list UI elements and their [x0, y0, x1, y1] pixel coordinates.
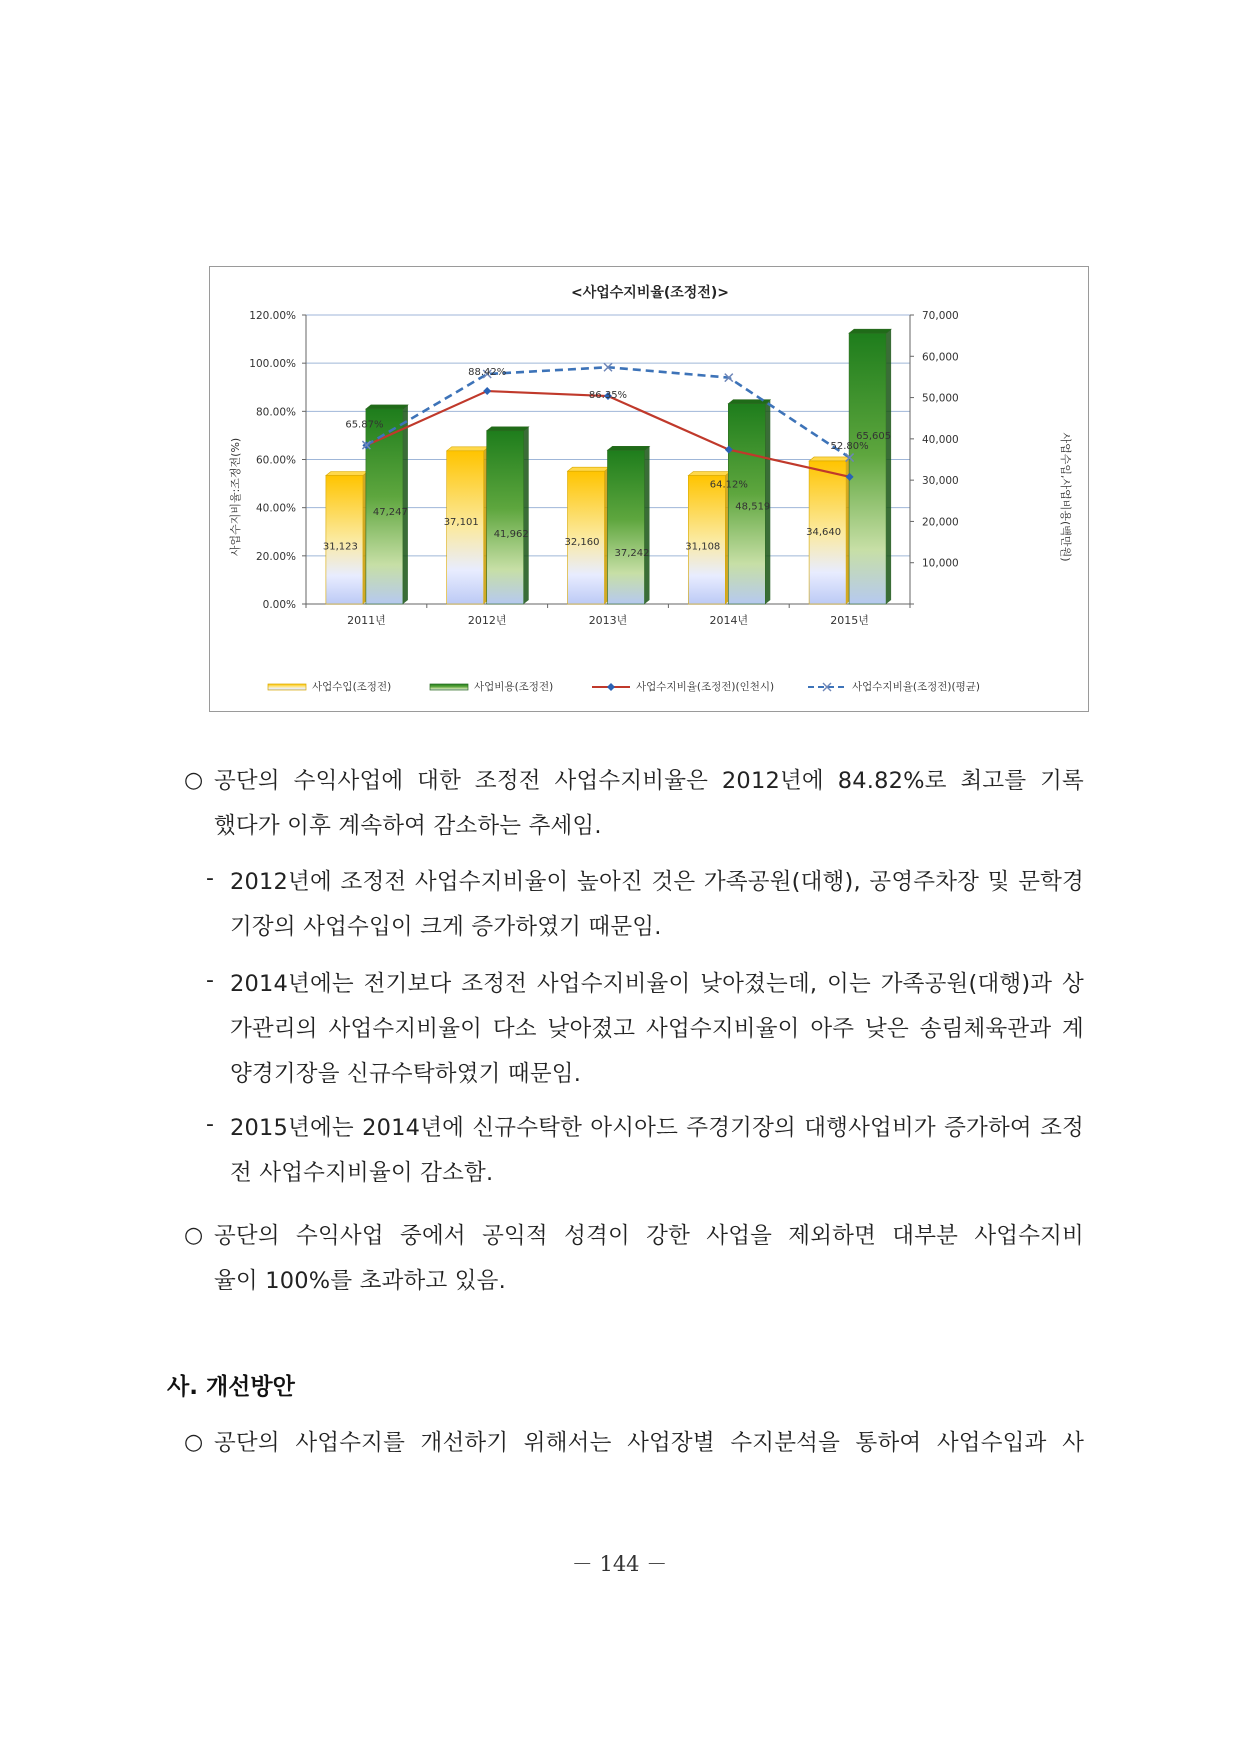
bar-side: [403, 405, 408, 604]
paragraph-3-line-1: 공단의 사업수지를 개선하기 위해서는 사업장별 수지분석을 통하여 사업수입과 사: [214, 1430, 1084, 1456]
bar-data-label: 41,962: [493, 528, 529, 540]
y-left-tick-label: 0.00%: [262, 599, 296, 611]
y-axis-right-label: 사업수입,사업비용(백만원): [1059, 432, 1072, 562]
y-left-tick-label: 120.00%: [249, 310, 296, 322]
x-tick-label: 2013년: [588, 614, 628, 627]
bar-data-label: 47,247: [372, 506, 408, 518]
paragraph-1-line-2: 했다가 이후 계속하여 감소하는 추세임.: [214, 813, 602, 839]
bar: [487, 431, 524, 604]
legend-label: 사업수입(조정전): [312, 681, 392, 693]
dash-bullet: -: [206, 1112, 214, 1137]
legend-label: 사업수지비율(조정전)(인천시): [636, 681, 775, 693]
bar-top: [568, 467, 610, 471]
bar: [326, 476, 363, 604]
detail-3-line-2: 전 사업수지비율이 감소함.: [230, 1160, 494, 1186]
dash-bullet: -: [206, 866, 214, 891]
bar: [688, 476, 725, 604]
detail-3-line-1: 2015년에는 2014년에 신규수탁한 아시아드 주경기장의 대행사업비가 증가하여 조정: [230, 1115, 1084, 1141]
legend-swatch: [430, 684, 468, 690]
y-left-tick-label: 100.00%: [249, 358, 296, 371]
bar-side: [645, 446, 650, 604]
y-right-tick-label: 70,000: [922, 310, 959, 322]
bar: [849, 333, 886, 604]
paragraph-2-line-1: 공단의 수익사업 중에서 공익적 성격이 강한 사업을 제외하면 대부분 사업수지비: [214, 1223, 1084, 1249]
section-heading: 사. 개선방안: [167, 1374, 295, 1400]
y-axis-left-label: 사업수지비율:조정전(%): [229, 437, 242, 557]
line-data-label: 88.42%: [468, 367, 507, 379]
y-left-tick-label: 20.00%: [255, 550, 296, 563]
circle-bullet: ○: [184, 1223, 204, 1248]
y-right-tick-label: 30,000: [922, 475, 959, 488]
bar-data-label: 31,123: [322, 541, 358, 553]
y-left-tick-label: 80.00%: [255, 406, 296, 419]
y-left-tick-label: 60.00%: [255, 454, 296, 467]
x-tick-label: 2012년: [467, 614, 507, 627]
chart-container: [209, 266, 1089, 712]
detail-1-line-1: 2012년에 조정전 사업수지비율이 높아진 것은 가족공원(대행), 공영주차장 및 문학경: [230, 869, 1084, 895]
line-data-label: 64.12%: [709, 479, 748, 491]
x-tick-label: 2014년: [709, 614, 749, 627]
y-right-tick-label: 60,000: [922, 351, 959, 364]
y-right-tick-label: 50,000: [922, 392, 959, 405]
bar-data-label: 34,640: [806, 526, 842, 538]
bar-side: [524, 427, 529, 604]
bar-data-label: 31,108: [685, 541, 721, 553]
bar-top: [728, 400, 770, 404]
detail-2-line-2: 가관리의 사업수지비율이 다소 낮아졌고 사업수지비율이 아주 낮은 송림체육관과 계: [230, 1016, 1084, 1042]
bar-data-label: 37,242: [614, 548, 650, 560]
line-data-label: 86.35%: [588, 390, 628, 402]
bar-top: [688, 472, 730, 476]
x-tick-label: 2011년: [347, 614, 386, 627]
bar-top: [487, 427, 529, 431]
paragraph-1-line-1: 공단의 수익사업에 대한 조정전 사업수지비율은 2012년에 84.82%로 최고를 기록: [214, 768, 1084, 794]
chart-svg: [210, 267, 1088, 711]
line-data-label: 52.80%: [830, 440, 869, 452]
detail-2-line-1: 2014년에는 전기보다 조정전 사업수지비율이 낮아졌는데, 이는 가족공원(대행)과 상: [230, 971, 1084, 997]
bar-top: [326, 472, 368, 476]
detail-1-line-2: 기장의 사업수입이 크게 증가하였기 때문임.: [230, 914, 662, 940]
bar-data-label: 32,160: [564, 537, 600, 549]
bar-top: [809, 457, 851, 461]
line-data-label: 65.87%: [345, 419, 384, 431]
y-right-tick-label: 10,000: [922, 557, 959, 570]
chart-legend: [268, 680, 980, 693]
bar: [608, 450, 645, 604]
page-number: － 144 －: [571, 1552, 668, 1576]
bar-data-label: 37,101: [443, 516, 479, 528]
legend-marker: [607, 683, 615, 691]
circle-bullet: ○: [184, 1430, 204, 1455]
chart-title: <사업수지비율(조정전)>: [571, 285, 729, 301]
dash-bullet: -: [206, 968, 214, 993]
bar-data-label: 48,519: [735, 501, 771, 513]
y-right-tick-label: 20,000: [922, 516, 959, 529]
y-right-tick-label: 40,000: [922, 433, 959, 446]
line-marker: [483, 387, 491, 395]
bar-side: [886, 329, 891, 604]
bar-top: [849, 329, 891, 333]
circle-bullet: ○: [184, 768, 204, 793]
paragraph-2-line-2: 율이 100%를 초과하고 있음.: [214, 1268, 506, 1294]
legend-label: 사업비용(조정전): [474, 681, 554, 693]
bar-top: [608, 446, 650, 450]
legend-swatch: [268, 684, 306, 690]
y-left-tick-label: 40.00%: [255, 502, 296, 515]
bar-data-label: 65,605: [856, 431, 892, 443]
detail-2-line-3: 양경기장을 신규수탁하였기 때문임.: [230, 1061, 582, 1087]
x-tick-label: 2015년: [830, 614, 869, 627]
legend-label: 사업수지비율(조정전)(평균): [852, 681, 980, 693]
bar-top: [447, 447, 489, 451]
bar-top: [366, 405, 408, 409]
